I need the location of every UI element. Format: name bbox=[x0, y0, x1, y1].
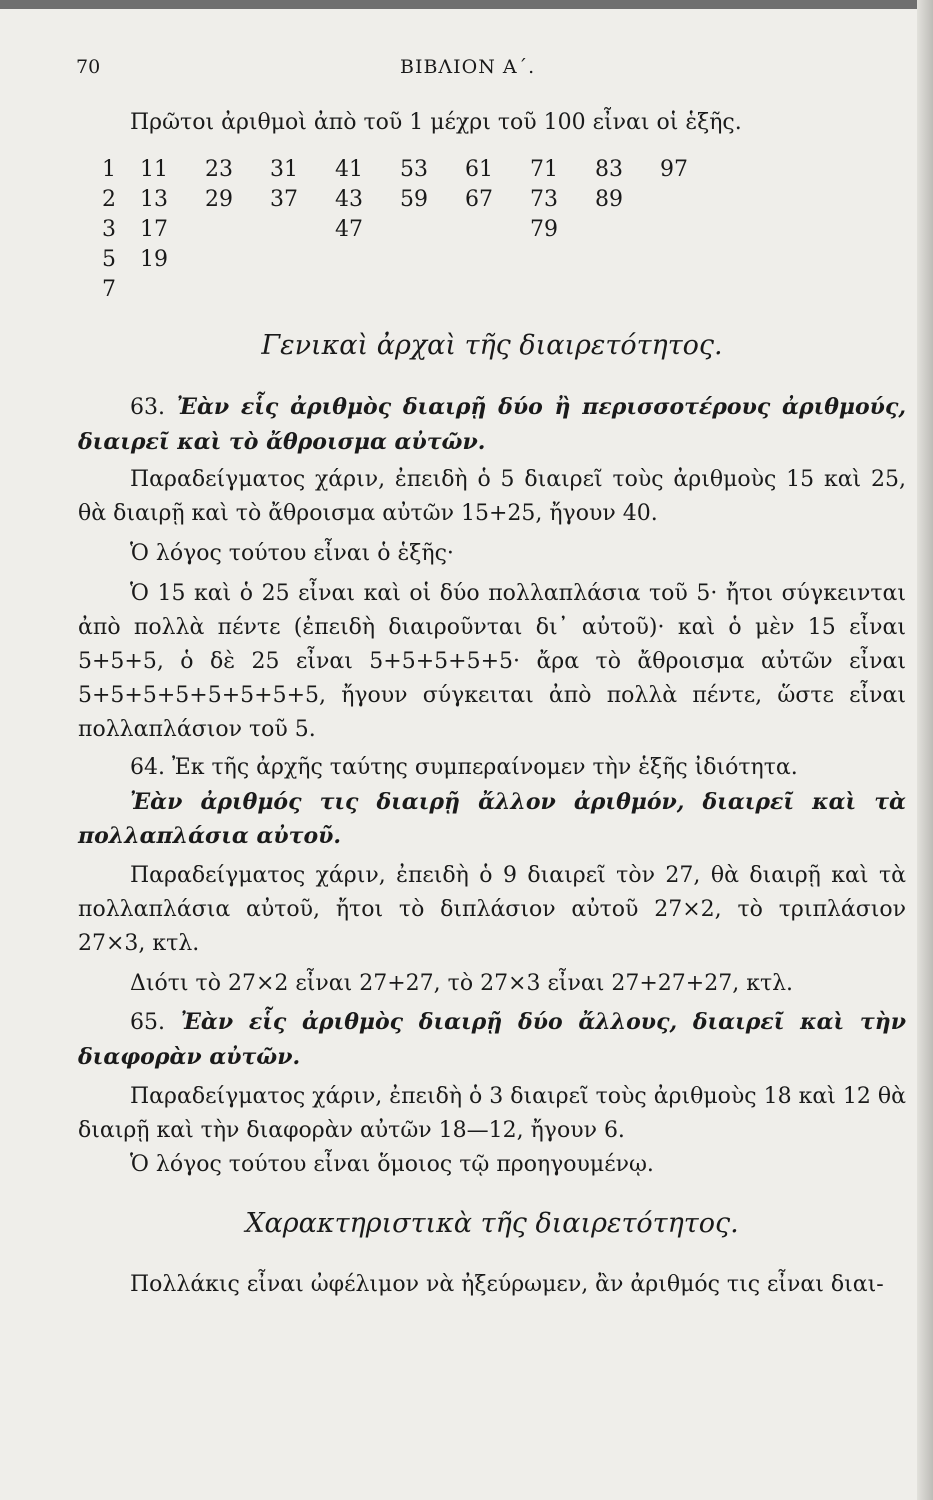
section-number-63: 63. bbox=[130, 395, 165, 420]
prime-cell: 11 bbox=[140, 156, 168, 182]
section-heading-general-principles: Γενικαὶ ἀρχαὶ τῆς διαιρετότητος. bbox=[261, 330, 723, 361]
page-number: 70 bbox=[76, 56, 101, 78]
prime-cell bbox=[660, 274, 725, 304]
primes-table bbox=[78, 154, 725, 304]
prime-cell: 73 bbox=[530, 186, 558, 212]
prime-cell bbox=[465, 244, 530, 274]
primes-row bbox=[78, 274, 725, 304]
prime-cell bbox=[270, 214, 335, 244]
prime-cell: 23 bbox=[205, 156, 233, 182]
reason-63: Ὁ 15 καὶ ὁ 25 εἶναι καὶ οἱ δύο πολλαπλάσια τοῦ 5· ἤτοι σύγκεινται ἀπὸ πολλὰ πέντε (ἐπειδὴ διαιροῦνται δι᾽ αὐτοῦ)· καὶ ὁ μὲν 15 εἶναι 5+5+5, ὁ δὲ 25 εἶναι 5+5+5+5+5· ἄρα τὸ ἄθροισμα αὐτῶν εἶναι 5+5+5+5+5+5+5+5, ἤγουν σύγκειται ἀπὸ πολλὰ πέντε, ὥστε εἶναι πολλαπλάσιον τοῦ 5. bbox=[78, 581, 906, 742]
primes-row bbox=[78, 244, 725, 274]
paragraph-64 bbox=[78, 751, 906, 785]
primes-row bbox=[78, 214, 725, 244]
prime-cell: 61 bbox=[465, 156, 493, 182]
prime-cell bbox=[400, 274, 465, 304]
paragraph-64-text: Ἐκ τῆς ἀρχῆς ταύτης συμπεραίνομεν τὴν ἑξῆς ἰδιότητα. bbox=[172, 755, 798, 780]
prime-cell: 37 bbox=[270, 186, 298, 212]
rule-65-text: Ἐὰν εἷς ἀριθμὸς διαιρῇ δύο ἄλλους, διαιρεῖ καὶ τὴν διαφορὰν αὐτῶν. bbox=[78, 1009, 906, 1070]
prime-cell bbox=[465, 214, 530, 244]
scan-top-border bbox=[0, 0, 933, 9]
prime-cell bbox=[400, 214, 465, 244]
rule-64: Ἐὰν ἀριθμός τις διαιρῇ ἄλλον ἀριθμόν, διαιρεῖ καὶ τὰ πολλαπλάσια αὐτοῦ. bbox=[78, 789, 906, 849]
prime-cell: 17 bbox=[140, 216, 168, 242]
prime-cell bbox=[595, 214, 660, 244]
prime-cell: 53 bbox=[400, 156, 428, 182]
primes-row bbox=[78, 184, 725, 214]
prime-cell bbox=[530, 274, 595, 304]
page-header bbox=[0, 56, 933, 86]
prime-cell bbox=[335, 274, 400, 304]
reason-65: Ὁ λόγος τούτου εἶναι ὅμοιος τῷ προηγουμένῳ. bbox=[130, 1152, 654, 1177]
prime-cell bbox=[335, 244, 400, 274]
prime-cell: 47 bbox=[335, 216, 363, 242]
prime-cell: 7 bbox=[102, 276, 116, 302]
example-64: Παραδείγματος χάριν, ἐπειδὴ ὁ 9 διαιρεῖ τὸν 27, θὰ διαιρῇ καὶ τὰ πολλαπλάσια αὐτοῦ, ἤτοι τὸ διπλάσιον αὐτοῦ 27×2, τὸ τριπλάσιον 27×3, κτλ. bbox=[78, 863, 906, 956]
prime-cell: 43 bbox=[335, 186, 363, 212]
closing-line: Πολλάκις εἶναι ὠφέλιμον νὰ ἠξεύρωμεν, ἂν ἀριθμός τις εἶναι διαι- bbox=[130, 1272, 884, 1297]
section-number-65: 65. bbox=[130, 1010, 165, 1035]
prime-cell: 19 bbox=[140, 246, 168, 272]
prime-cell: 67 bbox=[465, 186, 493, 212]
rule-65 bbox=[78, 1005, 906, 1074]
section-number-64: 64. bbox=[130, 755, 165, 780]
example-63: Παραδείγματος χάριν, ἐπειδὴ ὁ 5 διαιρεῖ τοὺς ἀριθμοὺς 15 καὶ 25, θὰ διαιρῇ καὶ τὸ ἄθροισμα αὐτῶν 15+25, ἤγουν 40. bbox=[78, 467, 906, 526]
prime-cell: 1 bbox=[102, 156, 116, 182]
rule-63 bbox=[78, 390, 906, 459]
prime-cell bbox=[660, 244, 725, 274]
prime-cell: 79 bbox=[530, 216, 558, 242]
prime-cell: 29 bbox=[205, 186, 233, 212]
scan-page-edge bbox=[917, 0, 933, 1500]
prime-cell bbox=[270, 244, 335, 274]
page-body bbox=[78, 106, 906, 1302]
prime-cell bbox=[140, 274, 205, 304]
prime-cell bbox=[205, 274, 270, 304]
prime-cell: 71 bbox=[530, 156, 558, 182]
reason-64: Διότι τὸ 27×2 εἶναι 27+27, τὸ 27×3 εἶναι 27+27+27, κτλ. bbox=[130, 971, 794, 996]
example-65: Παραδείγματος χάριν, ἐπειδὴ ὁ 3 διαιρεῖ τοὺς ἀριθμοὺς 18 καὶ 12 θὰ διαιρῇ καὶ τὴν διαφορὰν αὐτῶν 18—12, ἤγουν 6. bbox=[78, 1084, 906, 1143]
prime-cell bbox=[660, 184, 725, 214]
prime-cell bbox=[660, 214, 725, 244]
prime-cell: 5 bbox=[102, 246, 116, 272]
reason-intro-63: Ὁ λόγος τούτου εἶναι ὁ ἑξῆς· bbox=[130, 541, 454, 566]
prime-cell bbox=[595, 244, 660, 274]
primes-row bbox=[78, 154, 725, 184]
intro-line: Πρῶτοι ἀριθμοὶ ἀπὸ τοῦ 1 μέχρι τοῦ 100 εἶναι οἱ ἑξῆς. bbox=[130, 110, 742, 135]
prime-cell: 2 bbox=[102, 186, 116, 212]
prime-cell: 13 bbox=[140, 186, 168, 212]
prime-cell bbox=[595, 274, 660, 304]
prime-cell: 31 bbox=[270, 156, 298, 182]
prime-cell: 97 bbox=[660, 156, 688, 182]
prime-cell: 83 bbox=[595, 156, 623, 182]
prime-cell bbox=[465, 274, 530, 304]
rule-63-text: Ἐὰν εἷς ἀριθμὸς διαιρῇ δύο ἢ περισσοτέρους ἀριθμούς, διαιρεῖ καὶ τὸ ἄθροισμα αὐτῶν. bbox=[78, 394, 906, 455]
prime-cell: 59 bbox=[400, 186, 428, 212]
prime-cell bbox=[530, 244, 595, 274]
prime-cell: 41 bbox=[335, 156, 363, 182]
prime-cell: 89 bbox=[595, 186, 623, 212]
running-title: ΒΙΒΛΙΟΝ Α΄. bbox=[400, 56, 536, 78]
section-heading-characteristics: Χαρακτηριστικὰ τῆς διαιρετότητος. bbox=[245, 1208, 739, 1239]
prime-cell: 3 bbox=[102, 216, 116, 242]
prime-cell bbox=[270, 274, 335, 304]
prime-cell bbox=[205, 214, 270, 244]
prime-cell bbox=[400, 244, 465, 274]
prime-cell bbox=[205, 244, 270, 274]
